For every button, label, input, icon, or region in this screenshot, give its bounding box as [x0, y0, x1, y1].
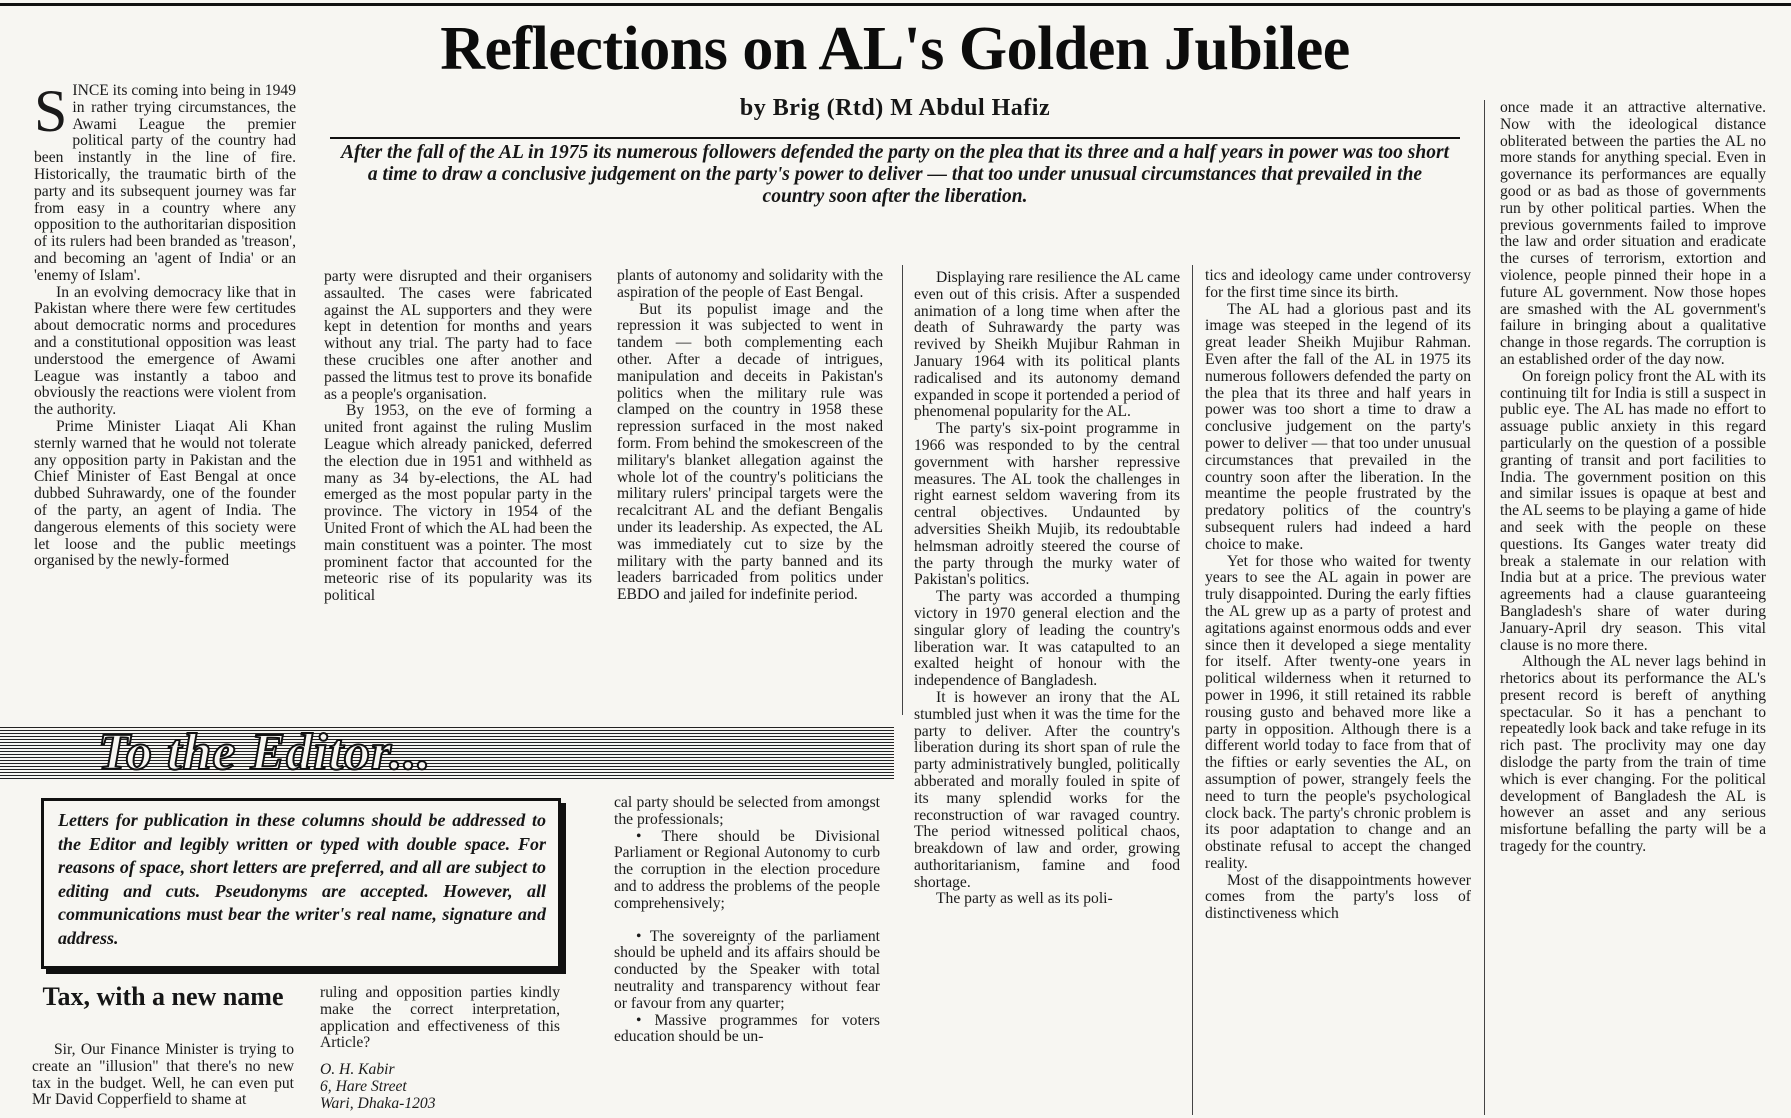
article-paragraph: But its populist image and the repression it was subjected to went in tandem — both complementing each other. After a decade of intrigues, manipulation and deceits in Pakistan's politics when the military rule was clamped on the country in 1958 these repression surfaced in the most naked form. From behind the smokescreen of the military's blanket allegation against the whole lot of the country's politicians the military rulers' principal targets were the recalcitrant AL and the defiant Bengalis under its leadership. As expected, the AL was immediately cut to size by the military with the party banned and its leaders barricaded from politics under EBDO and jailed for indefinite period. [617, 300, 883, 604]
article-standfirst: After the fall of the AL in 1975 its numerous followers defended the party on the plea that its three and a half years in power was too short a time to draw a conclusive judgement on the party's power to deliver — that too under unusual circumstances that prevailed in the country soon after the liberation. [341, 142, 1449, 207]
letter-bullet: • There should be Divisional Parliament or Regional Autonomy to curb the corruption in the election procedure and to address the problems of the people comprehensively; [614, 829, 880, 913]
letter-bullet: • The sovereignty of the parliament should be upheld and its affairs should be conducted by the Speaker with total neutrality and transparency without fear or favour from any quarter; [614, 929, 880, 1013]
article-paragraph: On foreign policy front the AL with its continuing tilt for India is still a suspect in public eye. The AL has made no effort to assuage public anxiety in this regard particularly on the question of a possible granting of transit and port facilities to India. The government position on this and similar issues is opaque at best and the AL seems to be playing a game of hide and seek with the people on these questions. Its Ganges water treaty did break a stalemate in our relation with India but at a price. The previous water agreements had a clause guaranteeing Bangladesh's share of water during January-April dry season. This vital clause is no more there. [1500, 367, 1766, 654]
letter-column-2 [320, 985, 560, 1115]
article-byline: by Brig (Rtd) M Abdul Hafiz [739, 95, 1051, 121]
column-divider [902, 265, 903, 715]
standfirst-top-rule [330, 137, 1460, 139]
article-paragraph: The party was accorded a thumping victory in 1970 general election and the singular glory of leading the country's liberation war. It was catapulted to an exalted height of honour with the independence of Bangladesh. [914, 588, 1180, 690]
letter-headline: Tax, with a new name [42, 982, 284, 1011]
column-divider [1192, 265, 1193, 1115]
article-paragraph: tics and ideology came under controversy for the first time since its birth. [1205, 268, 1471, 301]
letter-bullet-list [614, 829, 880, 1047]
letters-notice-box [41, 798, 561, 969]
top-border-rule [0, 3, 1791, 6]
article-paragraph: In an evolving democracy like that in Pakistan where there were few certitudes about democratic norms and procedures and a constitutional opposition was least understood the emergence of Awami League was instantly a taboo and obviously the reactions were violent from the authority. [34, 283, 296, 419]
article-paragraph: INCE its coming into being in 1949 in rather trying circumstances, the Awami League the premier political party of the country had been instantly in the line of fire. Historically, the traumatic birth of the party and its subsequent journey was far from easy in a country where any opposition to the authoritarian disposition of its rulers had been branded as 'treason', and becoming an 'agent of India' or an 'enemy of Islam'. [34, 83, 296, 284]
editor-banner-title: To the Editor... [98, 724, 432, 781]
letter-signature-city: Wari, Dhaka-1203 [320, 1094, 436, 1112]
letter-signature-address: 6, Hare Street [320, 1077, 407, 1095]
article-paragraph: Although the AL never lags behind in rhetorics about its performance the AL's present record is bereft of anything spectacular. So it has a penchant to repeatedly look back and take refuge in its rich past. The proclivity may one day dislodge the party from the train of time which is ever changing. For the political development of Bangladesh the AL is however an asset and any serious misfortune befalling the party will be a tragedy for the country. [1500, 653, 1766, 856]
article-paragraph: By 1953, on the eve of forming a united front against the ruling Muslim League which already panicked, deferred the election due in 1951 and withheld as many as 34 by-elections, the AL had emerged as the most popular party in the province. The victory in 1954 of the United Front of which the AL had been the main constituent was a pointer. The most prominent factor that accounted for the meteoric rise of its popularity was its political [324, 402, 592, 605]
article-paragraph: once made it an attractive alternative. Now with the ideological distance obliterated between the parties the AL no more stands for anything special. Even in governance its performances are equally good or as bad as those of governments run by other political parties. When the previous governments failed to improve the law and order situation and eradicate the curses of terrorism, extortion and violence, people pinned their hope in a future AL government. Now those hopes are smashed with the AL government's failure in bringing about a qualitative change in those regards. The corruption is an established order of the day now. [1500, 100, 1766, 368]
column-divider [1484, 100, 1485, 1115]
article-column-3 [617, 268, 883, 706]
article-column-4 [914, 270, 1180, 1112]
letter-column-3 [614, 795, 880, 1115]
article-paragraph: Most of the disappointments however comes from the party's loss of distinctiveness which [1205, 871, 1471, 923]
article-paragraph: party were disrupted and their organisers assaulted. The cases were fabricated against the AL supporters and they were kept in detention for months and years without any trial. The party had to face these crucibles one after another and passed the litmus test to prove its bonafide as a people's organisation. [324, 269, 592, 403]
article-title: Reflections on AL's Golden Jubilee [440, 15, 1350, 83]
article-column-1 [34, 83, 296, 706]
article-paragraph: The AL had a glorious past and its image was steeped in the legend of its great leader Sheikh Mujibur Rahman. Even after the fall of the AL in 1975 its numerous followers defended the party on the plea that its three and half years in power was too short a time to draw a conclusive judgement on the party's power to deliver — that too under unusual circumstances that prevailed in the country soon after the liberation. In the meantime the people frustrated by the predatory politics of the country's subsequent rulers had indeed a hard choice to make. [1205, 300, 1471, 553]
article-paragraph: The party as well as its poli- [936, 890, 1113, 908]
article-paragraph: Displaying rare resilience the AL came even out of this crisis. After a suspended animation of a long time when after the death of Suhrawardy the party was revived by Sheikh Mujibur Rahman in January 1964 with its political plants radicalised and its autonomy demand expanded in scope it portended a period of phenomenal popularity for the AL. [914, 270, 1180, 421]
article-column-6 [1500, 100, 1766, 1112]
article-paragraph: It is however an irony that the AL stumbled just when it was the time for the party to deliver. After the country's liberation during its short span of rule the party administratively bungled, politically abberated and morally fouled in spite of its many splendid works for the reconstruction of war ravaged country. The period witnessed political chaos, breakdown of law and order, growing authoritarianism, famine and food shortage. [914, 688, 1180, 891]
article-column-5 [1205, 268, 1471, 1112]
letter-paragraph: Sir, Our Finance Minister is trying to create an "illusion" that there's no new tax in the budget. Well, he can even put Mr David Copperfield to shame at [32, 1042, 294, 1109]
letter-signature-name: O. H. Kabir [320, 1061, 395, 1079]
drop-cap: S [34, 83, 68, 144]
article-paragraph: The party's six-point programme in 1966 was responded to by the central government with harsher repressive measures. The AL took the challenges in right earnest seldom wavering from its central objectives. Undaunted by adversities Sheikh Mujib, its redoubtable helmsman adroitly steered the course of the party through the murky water of Pakistan's politics. [914, 420, 1180, 589]
letter-bullet: • Massive programmes for voters education should be un- [614, 1013, 880, 1047]
article-paragraph: Yet for those who waited for twenty years to see the AL again in power are truly disappointed. During the early fifties the AL grew up as a party of protest and agitations against enormous odds and ever since then it developed a siege mentality for itself. After twenty-one years in political wilderness when it returned to power in 1996, it still retained its rabble rousing gusto and behaved more like a party in opposition. Although there is a different world today to face from that of the fifties or early seventies the AL, on assumption of power, strangely feels the need to turn the people's psychological clock back. The party's chronic problem is its poor adaptation to change and an obstinate refusal to accept the changed reality. [1205, 552, 1471, 872]
article-paragraph: Prime Minister Liaqat Ali Khan sternly warned that he would not tolerate any opposition party in Pakistan and the Chief Minister of East Bengal at once dubbed Suhrawardy, one of the founder of the party, an agent of India. The dangerous elements of this society were let loose and the public meetings organised by the newly-formed [34, 417, 296, 570]
article-paragraph: plants of autonomy and solidarity with the aspiration of the people of East Bengal. [617, 268, 883, 301]
article-column-2 [324, 269, 592, 706]
letter-paragraph: cal party should be selected from amongst the professionals; [614, 795, 880, 828]
letter-paragraph: ruling and opposition parties kindly make the correct interpretation, application and effectiveness of this Article? [320, 985, 560, 1052]
letters-notice-text: Letters for publication in these columns should be addressed to the Editor and legibly written or typed with double space. For reasons of space, short letters are preferred, and all are subject to editing and cuts. Pseudonyms are accepted. However, all communications must bear the writer's real name, signature and address. [58, 810, 546, 948]
letter-column-1 [32, 1042, 294, 1114]
